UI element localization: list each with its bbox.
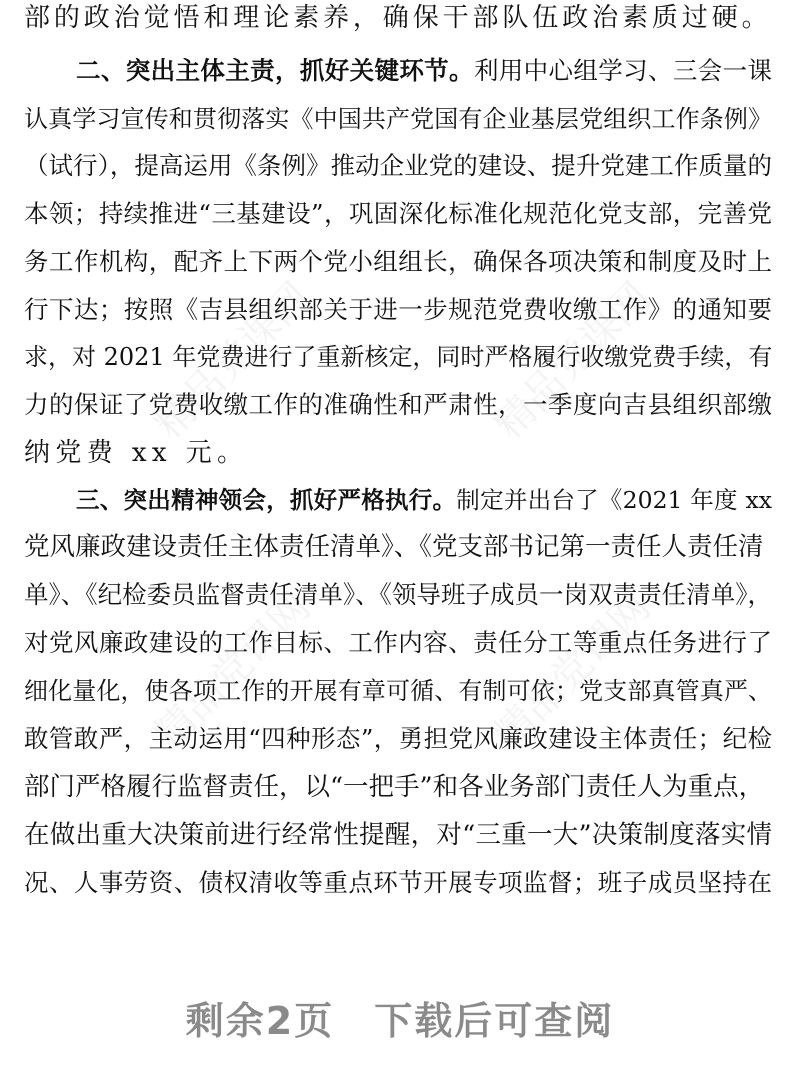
- remaining-pages-text: 剩余2页: [185, 999, 335, 1043]
- section-text: 制定并出台了《2021 年度 xx: [456, 486, 772, 514]
- text-line: 党风廉政建设责任主体责任清单》、《党支部书记第一责任人责任清: [24, 532, 764, 562]
- watermark: 精品党课网: [145, 274, 320, 448]
- text-line: 细化量化，使各项工作的开展有章可循、有制可依；党支部真管真严、: [24, 677, 772, 705]
- text-line: 单》、《纪检委员监督责任清单》、《领导班子成员一岗双责责任清单》，: [24, 580, 772, 609]
- section-text: 利用中心组学习、三会一课: [473, 56, 773, 85]
- watermark: 精品党课网: [485, 584, 660, 758]
- text-line: 况、人事劳资、债权清收等重点环节开展专项监督；班子成员坚持在: [24, 868, 772, 897]
- text-line: 部门严格履行监督责任，以“一把手”和各业务部门责任人为重点，: [24, 772, 765, 802]
- text-line: 行下达；按照《吉县组织部关于进一步规范党费收缴工作》的通知要: [24, 295, 772, 324]
- text-line: [76, 54, 772, 88]
- text-line: （试行），提高运用《条例》推动企业党的建设、提升党建工作质量的: [24, 151, 772, 180]
- watermark: 精品党课网: [485, 274, 660, 448]
- download-prompt[interactable]: [0, 990, 800, 1045]
- text-line: 力的保证了党费收缴工作的准确性和严肃性，一季度向吉县组织部缴: [24, 390, 772, 419]
- download-to-view-text: 下载后可查阅: [374, 999, 615, 1043]
- text-line: 部的政治觉悟和理论素养，确保干部队伍政治素质过硬。: [24, 3, 772, 33]
- text-line: 本领；持续推进“三基建设”，巩固深化标准化规范化党支部，完善党: [24, 199, 772, 228]
- text-line: 求，对 2021 年党费进行了重新核定，同时严格履行收缴党费手续，有: [24, 343, 773, 371]
- text-line: 对党风廉政建设的工作目标、工作内容、责任分工等重点任务进行了: [24, 628, 772, 657]
- text-line: 纳党费 xx 元。: [24, 438, 249, 468]
- text-line: [76, 483, 772, 517]
- text-line: 在做出重大决策前进行经常性提醒，对“三重一大”决策制度落实情: [24, 820, 772, 850]
- text-line: 认真学习宣传和贯彻落实《中国共产党国有企业基层党组织工作条例》: [24, 105, 772, 133]
- text-line: 敢管敢严，主动运用“四种形态”，勇担党风廉政建设主体责任；纪检: [24, 724, 772, 753]
- text-line: 务工作机构，配齐上下两个党小组组长，确保各项决策和制度及时上: [24, 247, 772, 276]
- section-heading: 二、突出主体主责，抓好关键环节。: [76, 56, 474, 85]
- section-heading: 三、突出精神领会，抓好严格执行。: [76, 486, 457, 514]
- watermark: 精品党课网: [145, 584, 320, 758]
